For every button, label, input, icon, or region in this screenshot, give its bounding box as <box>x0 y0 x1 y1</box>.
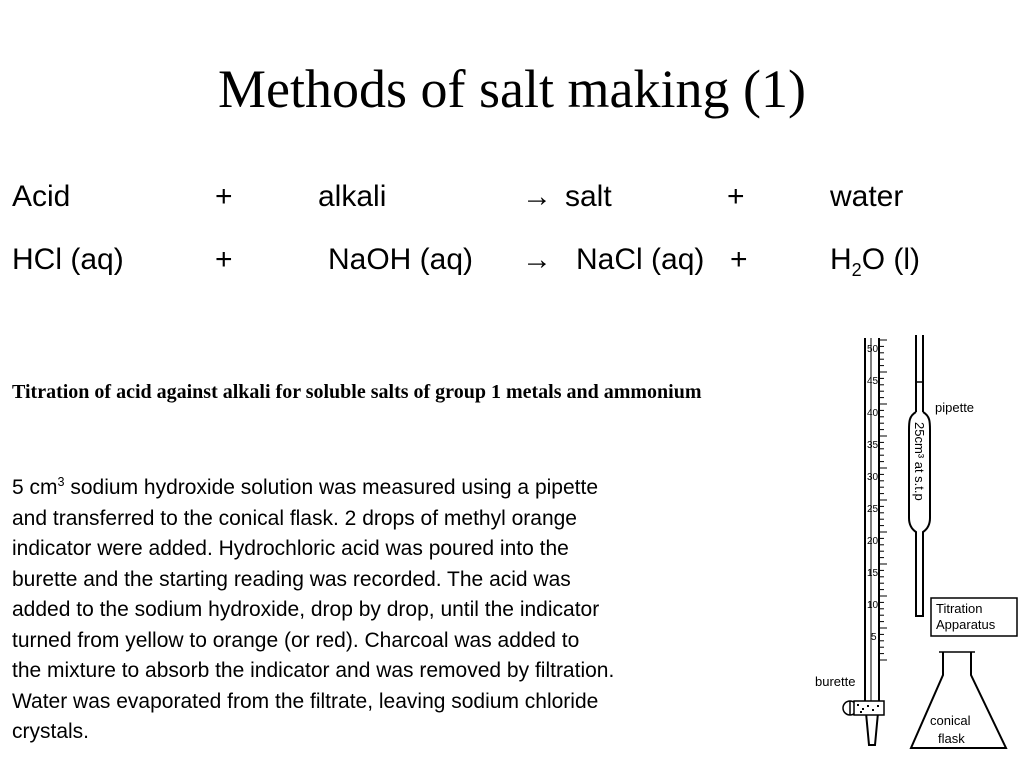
burette-label: burette <box>815 674 856 689</box>
equation-plus: + <box>215 243 233 276</box>
equation-plus: + <box>727 180 745 213</box>
burette-tick-label: 45 <box>867 376 879 387</box>
burette-tick-label: 35 <box>867 440 879 451</box>
procedure-line: indicator were added. Hydrochloric acid was poured into the <box>12 537 569 560</box>
titration-apparatus-diagram <box>805 330 1024 760</box>
section-heading: Titration of acid against alkali for soluble salts of group 1 metals and ammonium <box>12 381 702 403</box>
equation-reactant-acid: Acid <box>12 180 71 213</box>
pipette-label: pipette <box>935 400 975 415</box>
procedure-line <box>12 473 772 504</box>
procedure-line: Water was evaporated from the filtrate, leaving sodium chloride <box>12 689 599 713</box>
pipette-marking: 25cm³ at s.t.p <box>912 422 927 501</box>
word-equation <box>0 180 1024 220</box>
equation-product-water: water <box>830 180 904 213</box>
burette-tick-label: 5 <box>871 632 877 643</box>
procedure-line: the mixture to absorb the indicator and was removed by filtration. <box>12 659 615 682</box>
flask-label-line2: flask <box>938 731 965 746</box>
reaction-arrow-icon: → <box>522 243 552 276</box>
burette-tick-label: 25 <box>867 504 879 515</box>
pipette-icon <box>909 335 930 616</box>
procedure-line-start: 5 cm <box>12 476 58 499</box>
formula-rest: O (l) <box>861 243 921 276</box>
procedure-text <box>12 473 772 748</box>
burette-tick-label: 50 <box>867 344 879 355</box>
burette-tick-label: 20 <box>867 536 879 547</box>
equation-product-water-formula <box>830 243 921 280</box>
procedure-line: burette and the starting reading was recorded. The acid was <box>12 567 571 591</box>
equation-reactant-hcl: HCl (aq) <box>12 243 124 276</box>
burette-scale-labels <box>867 344 879 643</box>
equation-reactant-alkali: alkali <box>318 180 387 213</box>
equation-reactant-naoh: NaOH (aq) <box>328 243 474 276</box>
reaction-arrow-icon: → <box>522 180 552 213</box>
burette-tick-label: 40 <box>867 408 879 419</box>
procedure-line: crystals. <box>12 720 90 743</box>
burette-tick-label: 30 <box>867 472 879 483</box>
superscript: 3 <box>57 475 65 489</box>
equation-product-nacl: NaCl (aq) <box>576 243 705 276</box>
procedure-line: turned from yellow to orange (or red). Charcoal was added to <box>12 628 580 652</box>
equation-plus: + <box>215 180 233 213</box>
symbol-equation <box>0 243 1024 283</box>
burette-tick-label: 10 <box>867 600 879 611</box>
equation-plus: + <box>730 243 748 276</box>
procedure-line-end: sodium hydroxide solution was measured using a pipette <box>64 476 599 499</box>
burette-tick-label: 15 <box>867 568 879 579</box>
box-label-line1: Titration <box>936 601 983 616</box>
procedure-line: added to the sodium hydroxide, drop by drop, until the indicator <box>12 598 600 621</box>
formula-h: H <box>830 243 852 276</box>
flask-label-line1: conical <box>930 713 971 728</box>
box-label-line2: Apparatus <box>936 617 996 632</box>
slide-title: Methods of salt making (1) <box>218 59 806 119</box>
formula-subscript: 2 <box>851 260 862 280</box>
equation-product-salt: salt <box>565 180 612 213</box>
procedure-line: and transferred to the conical flask. 2 drops of methyl orange <box>12 506 577 530</box>
burette-scale <box>879 340 887 660</box>
